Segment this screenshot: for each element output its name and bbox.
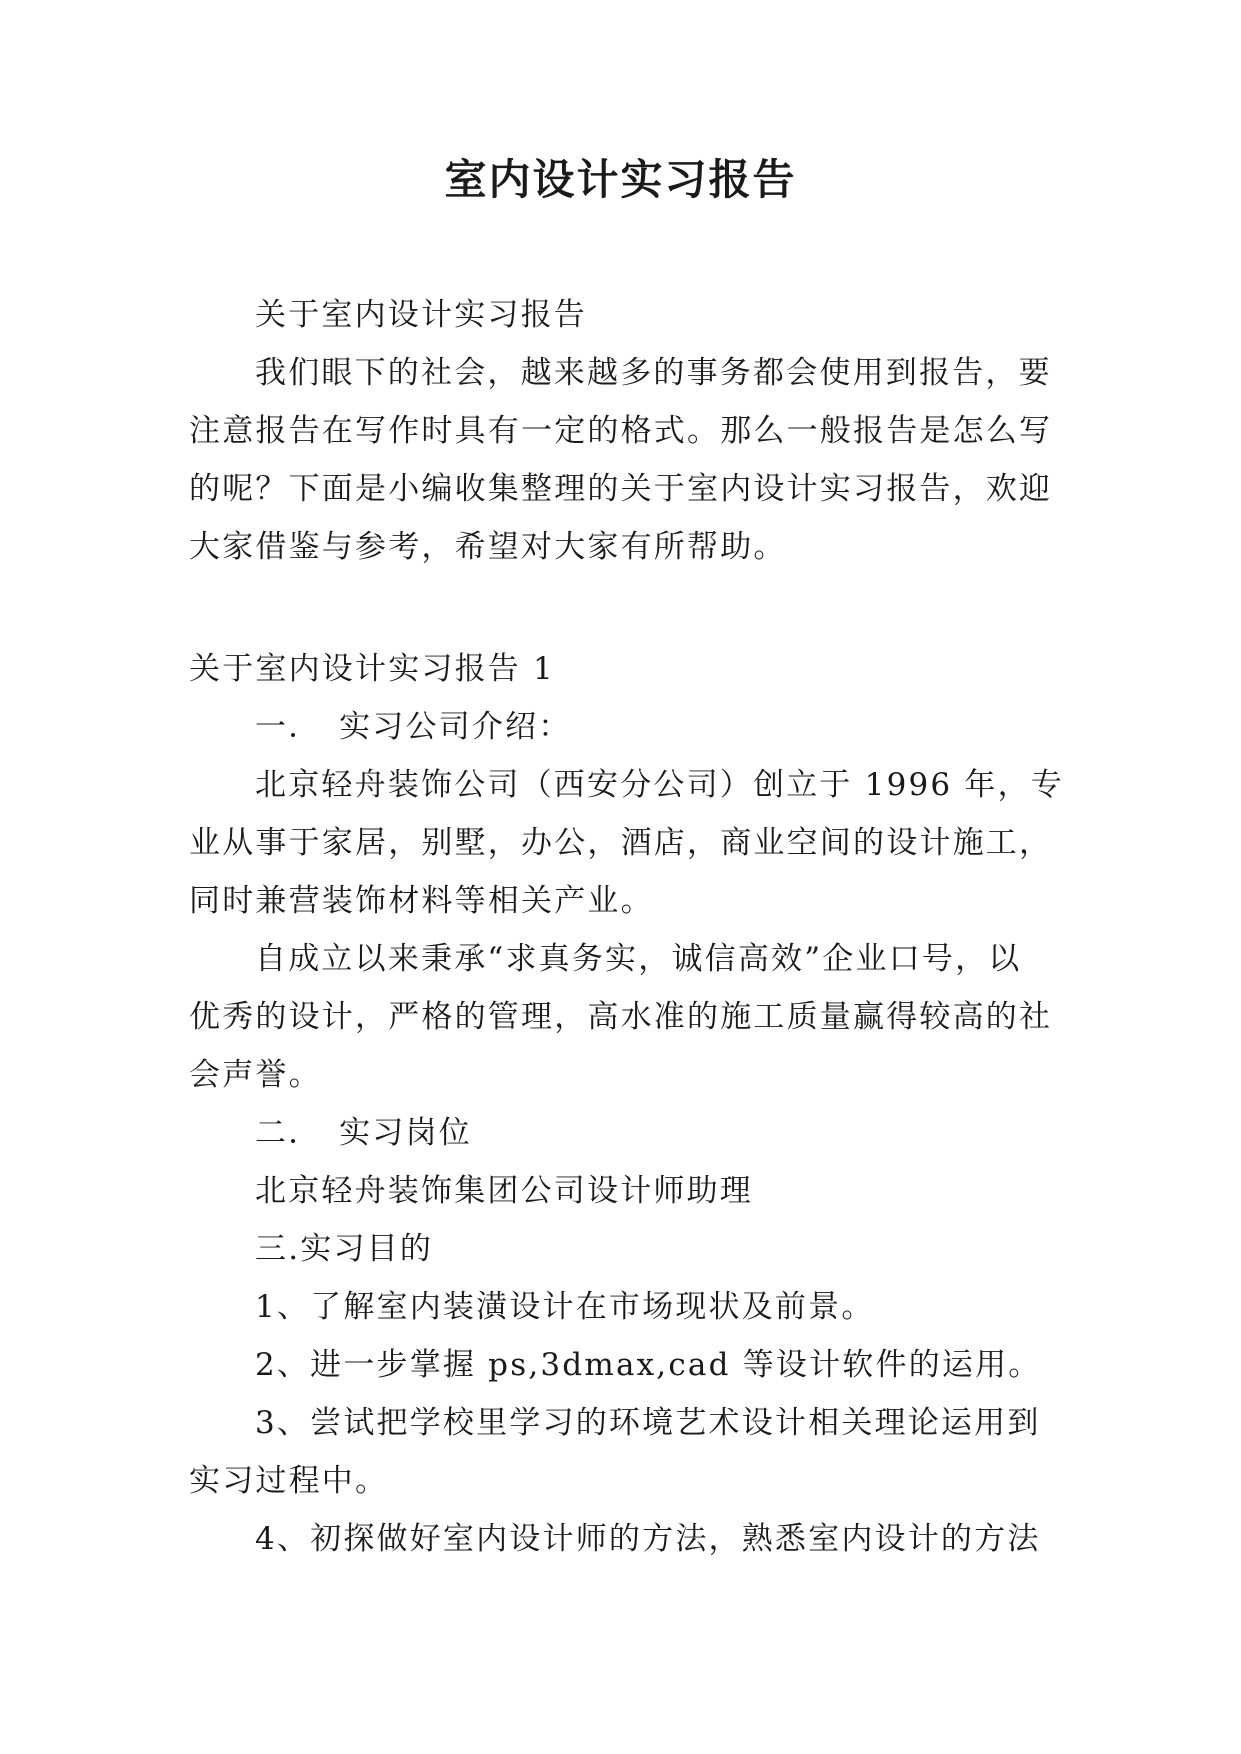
paragraph-line: 我们眼下的社会，越来越多的事务都会使用到报告，要 [255,355,1052,391]
paragraph-line: 北京轻舟装饰集团公司设计师助理 [255,1173,753,1209]
paragraph-line: 大家借鉴与参考，希望对大家有所帮助。 [189,529,787,565]
section-heading: 关于室内设计实习报告 1 [189,651,555,687]
paragraph-line: 优秀的设计，严格的管理，高水准的施工质量赢得较高的社 [189,999,1053,1035]
subheading-company: 一． 实习公司介绍： [255,709,572,745]
list-item-continuation: 实习过程中。 [189,1463,389,1499]
list-item: 3、尝试把学校里学习的环境艺术设计相关理论运用到 [255,1405,1041,1441]
list-item: 1、了解室内装潢设计在市场现状及前景。 [255,1289,875,1325]
paragraph-line: 同时兼营装饰材料等相关产业。 [189,883,654,919]
document-title: 室内设计实习报告 [444,155,797,204]
paragraph-line: 业从事于家居，别墅，办公，酒店，商业空间的设计施工， [189,825,1053,861]
paragraph-line: 会声誉。 [189,1057,322,1093]
intro-block [189,286,1054,576]
section-block [189,640,1064,1568]
list-item: 2、进一步掌握 ps,3dmax,cad 等设计软件的运用。 [255,1347,1042,1383]
list-item: 4、初探做好室内设计师的方法，熟悉室内设计的方法 [255,1521,1041,1557]
paragraph-line: 北京轻舟装饰公司（西安分公司）创立于 1996 年，专 [255,767,1064,803]
subheading-purpose: 三.实习目的 [255,1231,434,1267]
paragraph-line: 注意报告在写作时具有一定的格式。那么一般报告是怎么写 [189,413,1053,449]
paragraph-line: 的呢？下面是小编收集整理的关于室内设计实习报告，欢迎 [189,471,1053,507]
paragraph-line: 自成立以来秉承“求真务实，诚信高效”企业口号，以 [255,941,1022,977]
subheading-position: 二． 实习岗位 [255,1115,472,1151]
intro-heading: 关于室内设计实习报告 [255,297,587,333]
